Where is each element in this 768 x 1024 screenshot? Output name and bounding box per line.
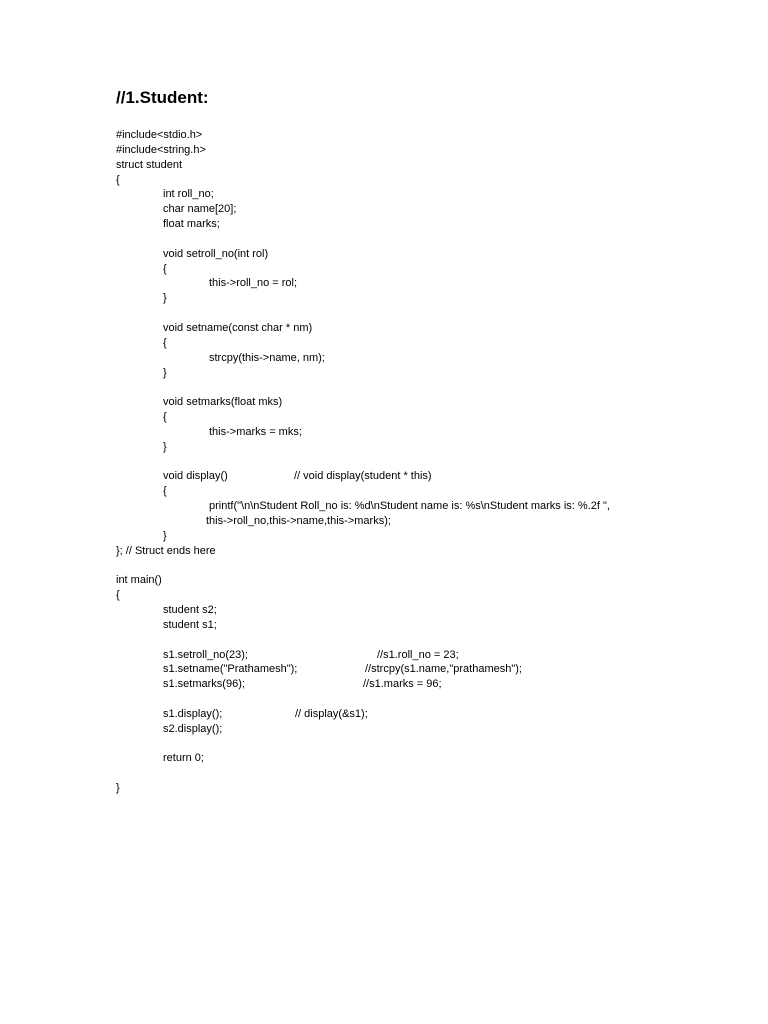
code-text: printf("\n\nStudent Roll_no is: %d\nStudent name is: %s\nStudent marks is: %.2f ",	[209, 500, 610, 513]
code-comment: //s1.marks = 96;	[363, 678, 442, 691]
code-text: void setmarks(float mks)	[163, 396, 283, 409]
code-line	[116, 232, 756, 247]
code-text: }	[163, 529, 167, 542]
code-line	[116, 217, 756, 232]
code-line	[116, 618, 756, 633]
code-text: int main()	[116, 574, 162, 587]
code-text: #include<string.h>	[116, 143, 206, 156]
code-line	[116, 366, 756, 381]
code-line	[116, 187, 756, 202]
code-line	[116, 588, 756, 603]
code-text: this->roll_no,this->name,this->marks);	[206, 514, 391, 527]
code-line	[116, 692, 756, 707]
code-line	[116, 751, 756, 766]
code-line	[116, 514, 756, 529]
code-line	[116, 410, 756, 425]
code-text: int roll_no;	[163, 188, 214, 201]
code-text: s2.display();	[163, 722, 223, 735]
code-line	[116, 395, 756, 410]
code-text: void display()	[163, 470, 228, 483]
code-line	[116, 455, 756, 470]
code-line	[116, 291, 756, 306]
code-line	[116, 158, 756, 173]
code-text: return 0;	[163, 752, 204, 765]
code-line	[116, 380, 756, 395]
code-text: s1.display();	[163, 707, 223, 720]
code-line	[116, 276, 756, 291]
code-text: s1.setname("Prathamesh");	[163, 663, 298, 676]
code-line	[116, 128, 756, 143]
code-comment: // display(&s1);	[295, 707, 368, 720]
code-listing	[116, 128, 756, 796]
code-line	[116, 573, 756, 588]
code-text: student s2;	[163, 604, 217, 616]
code-line	[116, 484, 756, 499]
code-line	[116, 469, 756, 484]
code-text: #include<stdio.h>	[116, 129, 203, 141]
code-line	[116, 143, 756, 158]
code-line	[116, 425, 756, 440]
code-line	[116, 677, 756, 692]
code-text: void setroll_no(int rol)	[163, 247, 269, 260]
code-line	[116, 262, 756, 277]
code-text: {	[163, 485, 167, 498]
code-comment: //s1.roll_no = 23;	[377, 648, 459, 661]
code-text: {	[116, 173, 120, 186]
code-line	[116, 707, 756, 722]
code-comment: // void display(student * this)	[294, 470, 432, 483]
code-line	[116, 351, 756, 366]
code-text: float marks;	[163, 218, 220, 231]
code-text: void setname(const char * nm)	[163, 321, 313, 334]
code-text: }	[116, 782, 120, 795]
code-line	[116, 202, 756, 217]
code-text: s1.setmarks(96);	[163, 678, 245, 691]
code-text: {	[163, 411, 167, 424]
code-text: }	[163, 366, 167, 379]
code-line	[116, 781, 756, 796]
code-line	[116, 321, 756, 336]
code-line	[116, 499, 756, 514]
code-line	[116, 766, 756, 781]
code-line	[116, 173, 756, 188]
code-text: s1.setroll_no(23);	[163, 648, 248, 661]
code-text: {	[116, 589, 120, 602]
code-line	[116, 662, 756, 677]
code-line	[116, 544, 756, 559]
code-text: }	[163, 292, 167, 305]
code-line	[116, 648, 756, 663]
code-line	[116, 633, 756, 648]
code-text: }; // Struct ends here	[116, 544, 216, 557]
code-text: char name[20];	[163, 203, 237, 216]
code-line	[116, 558, 756, 573]
code-text: {	[163, 336, 167, 349]
code-text: {	[163, 262, 167, 275]
code-comment: //strcpy(s1.name,"prathamesh");	[365, 663, 522, 676]
code-line	[116, 440, 756, 455]
code-line	[116, 529, 756, 544]
code-line	[116, 722, 756, 737]
code-text: this->roll_no = rol;	[209, 277, 298, 290]
code-text: }	[163, 440, 167, 453]
code-line	[116, 306, 756, 321]
code-text: struct student	[116, 158, 183, 171]
code-text: student s1;	[163, 618, 217, 631]
code-text: strcpy(this->name, nm);	[209, 351, 325, 364]
code-line	[116, 603, 756, 618]
document-heading: //1.Student:	[116, 88, 209, 107]
code-line	[116, 737, 756, 752]
code-line	[116, 336, 756, 351]
code-line	[116, 247, 756, 262]
code-text: this->marks = mks;	[209, 425, 302, 438]
